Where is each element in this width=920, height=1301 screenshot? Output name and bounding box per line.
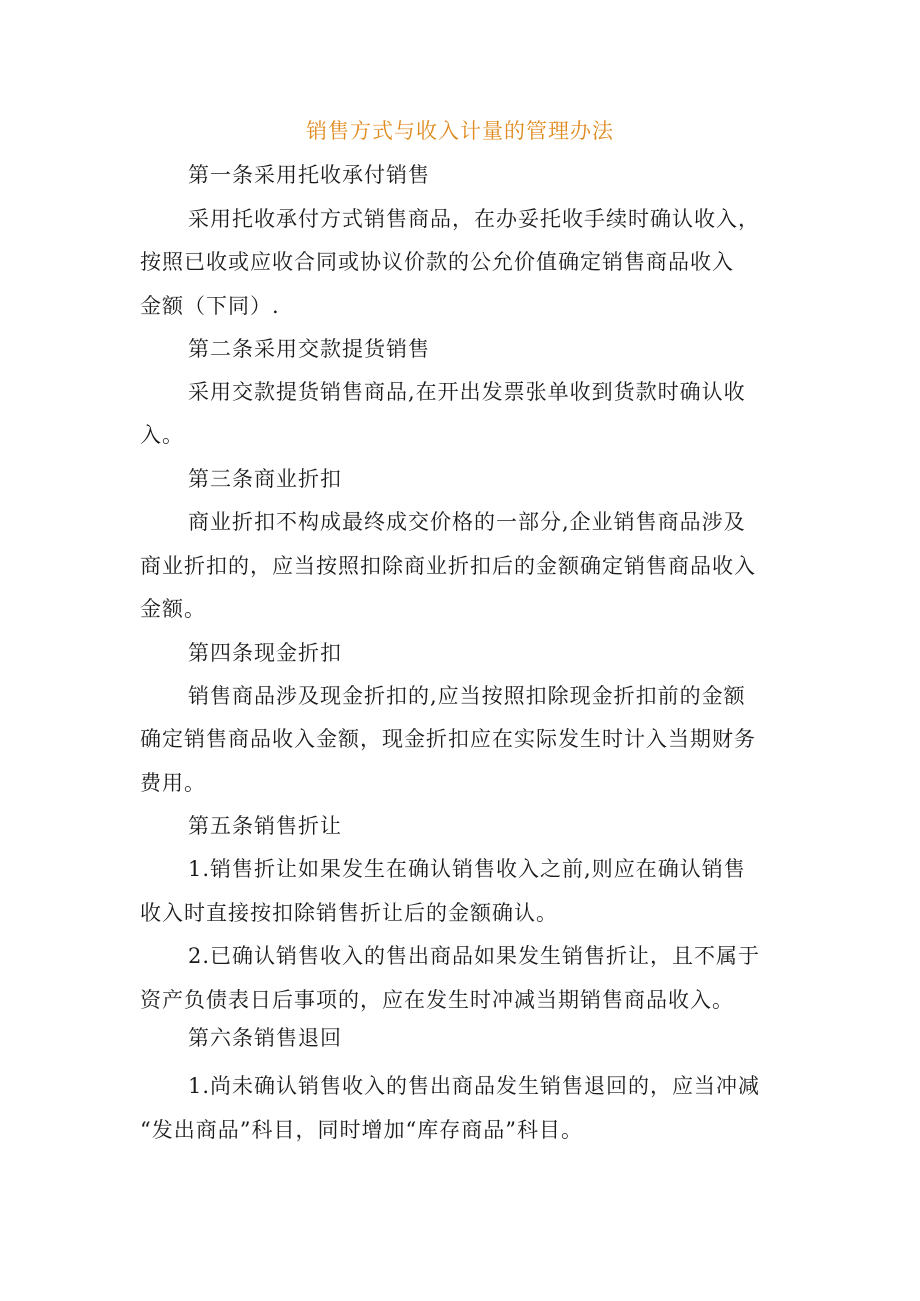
article-1-line-2: 按照已收或应收合同或协议价款的公允价值确定销售商品收入 [140,250,734,274]
article-1-line-1: 采用托收承付方式销售商品，在办妥托收手续时确认收入， [188,207,760,231]
article-3-line-2: 商业折扣的，应当按照扣除商业折扣后的金额确定销售商品收入 [140,554,756,578]
article-2-line-1: 采用交款提货销售商品,在开出发票张单收到货款时确认收 [188,380,746,404]
article-6-line-1: 1.尚未确认销售收入的售出商品发生销售退回的，应当冲减 [188,1074,761,1098]
article-2-heading: 第二条采用交款提货销售 [188,337,430,361]
article-5-heading: 第五条销售折让 [188,814,342,838]
article-3-heading: 第三条商业折扣 [188,467,342,491]
document-title: 销售方式与收入计量的管理办法 [306,119,614,143]
article-3-line-3: 金额。 [140,597,206,621]
article-6-line-2: “发出商品”科目，同时增加“库存商品”科目。 [140,1118,583,1142]
article-4-line-3: 费用。 [140,771,206,795]
article-4-heading: 第四条现金折扣 [188,641,342,665]
article-2-line-2: 入。 [140,423,184,447]
article-1-line-3: 金额（下同）. [140,294,280,318]
article-3-line-1: 商业折扣不构成最终成交价格的一部分,企业销售商品涉及 [188,510,746,534]
article-5-line-3: 2.已确认销售收入的售出商品如果发生销售折让，且不属于 [188,944,761,968]
article-4-line-1: 销售商品涉及现金折扣的,应当按照扣除现金折扣前的金额 [188,684,746,708]
article-4-line-2: 确定销售商品收入金额，现金折扣应在实际发生时计入当期财务 [140,727,756,751]
article-5-line-2: 收入时直接按扣除销售折让后的金额确认。 [140,901,558,925]
article-5-line-4: 资产负债表日后事项的，应在发生时冲减当期销售商品收入。 [140,988,734,1012]
article-6-heading: 第六条销售退回 [188,1026,342,1050]
article-1-heading: 第一条采用托收承付销售 [188,163,430,187]
article-5-line-1: 1.销售折让如果发生在确认销售收入之前,则应在确认销售 [188,857,746,881]
